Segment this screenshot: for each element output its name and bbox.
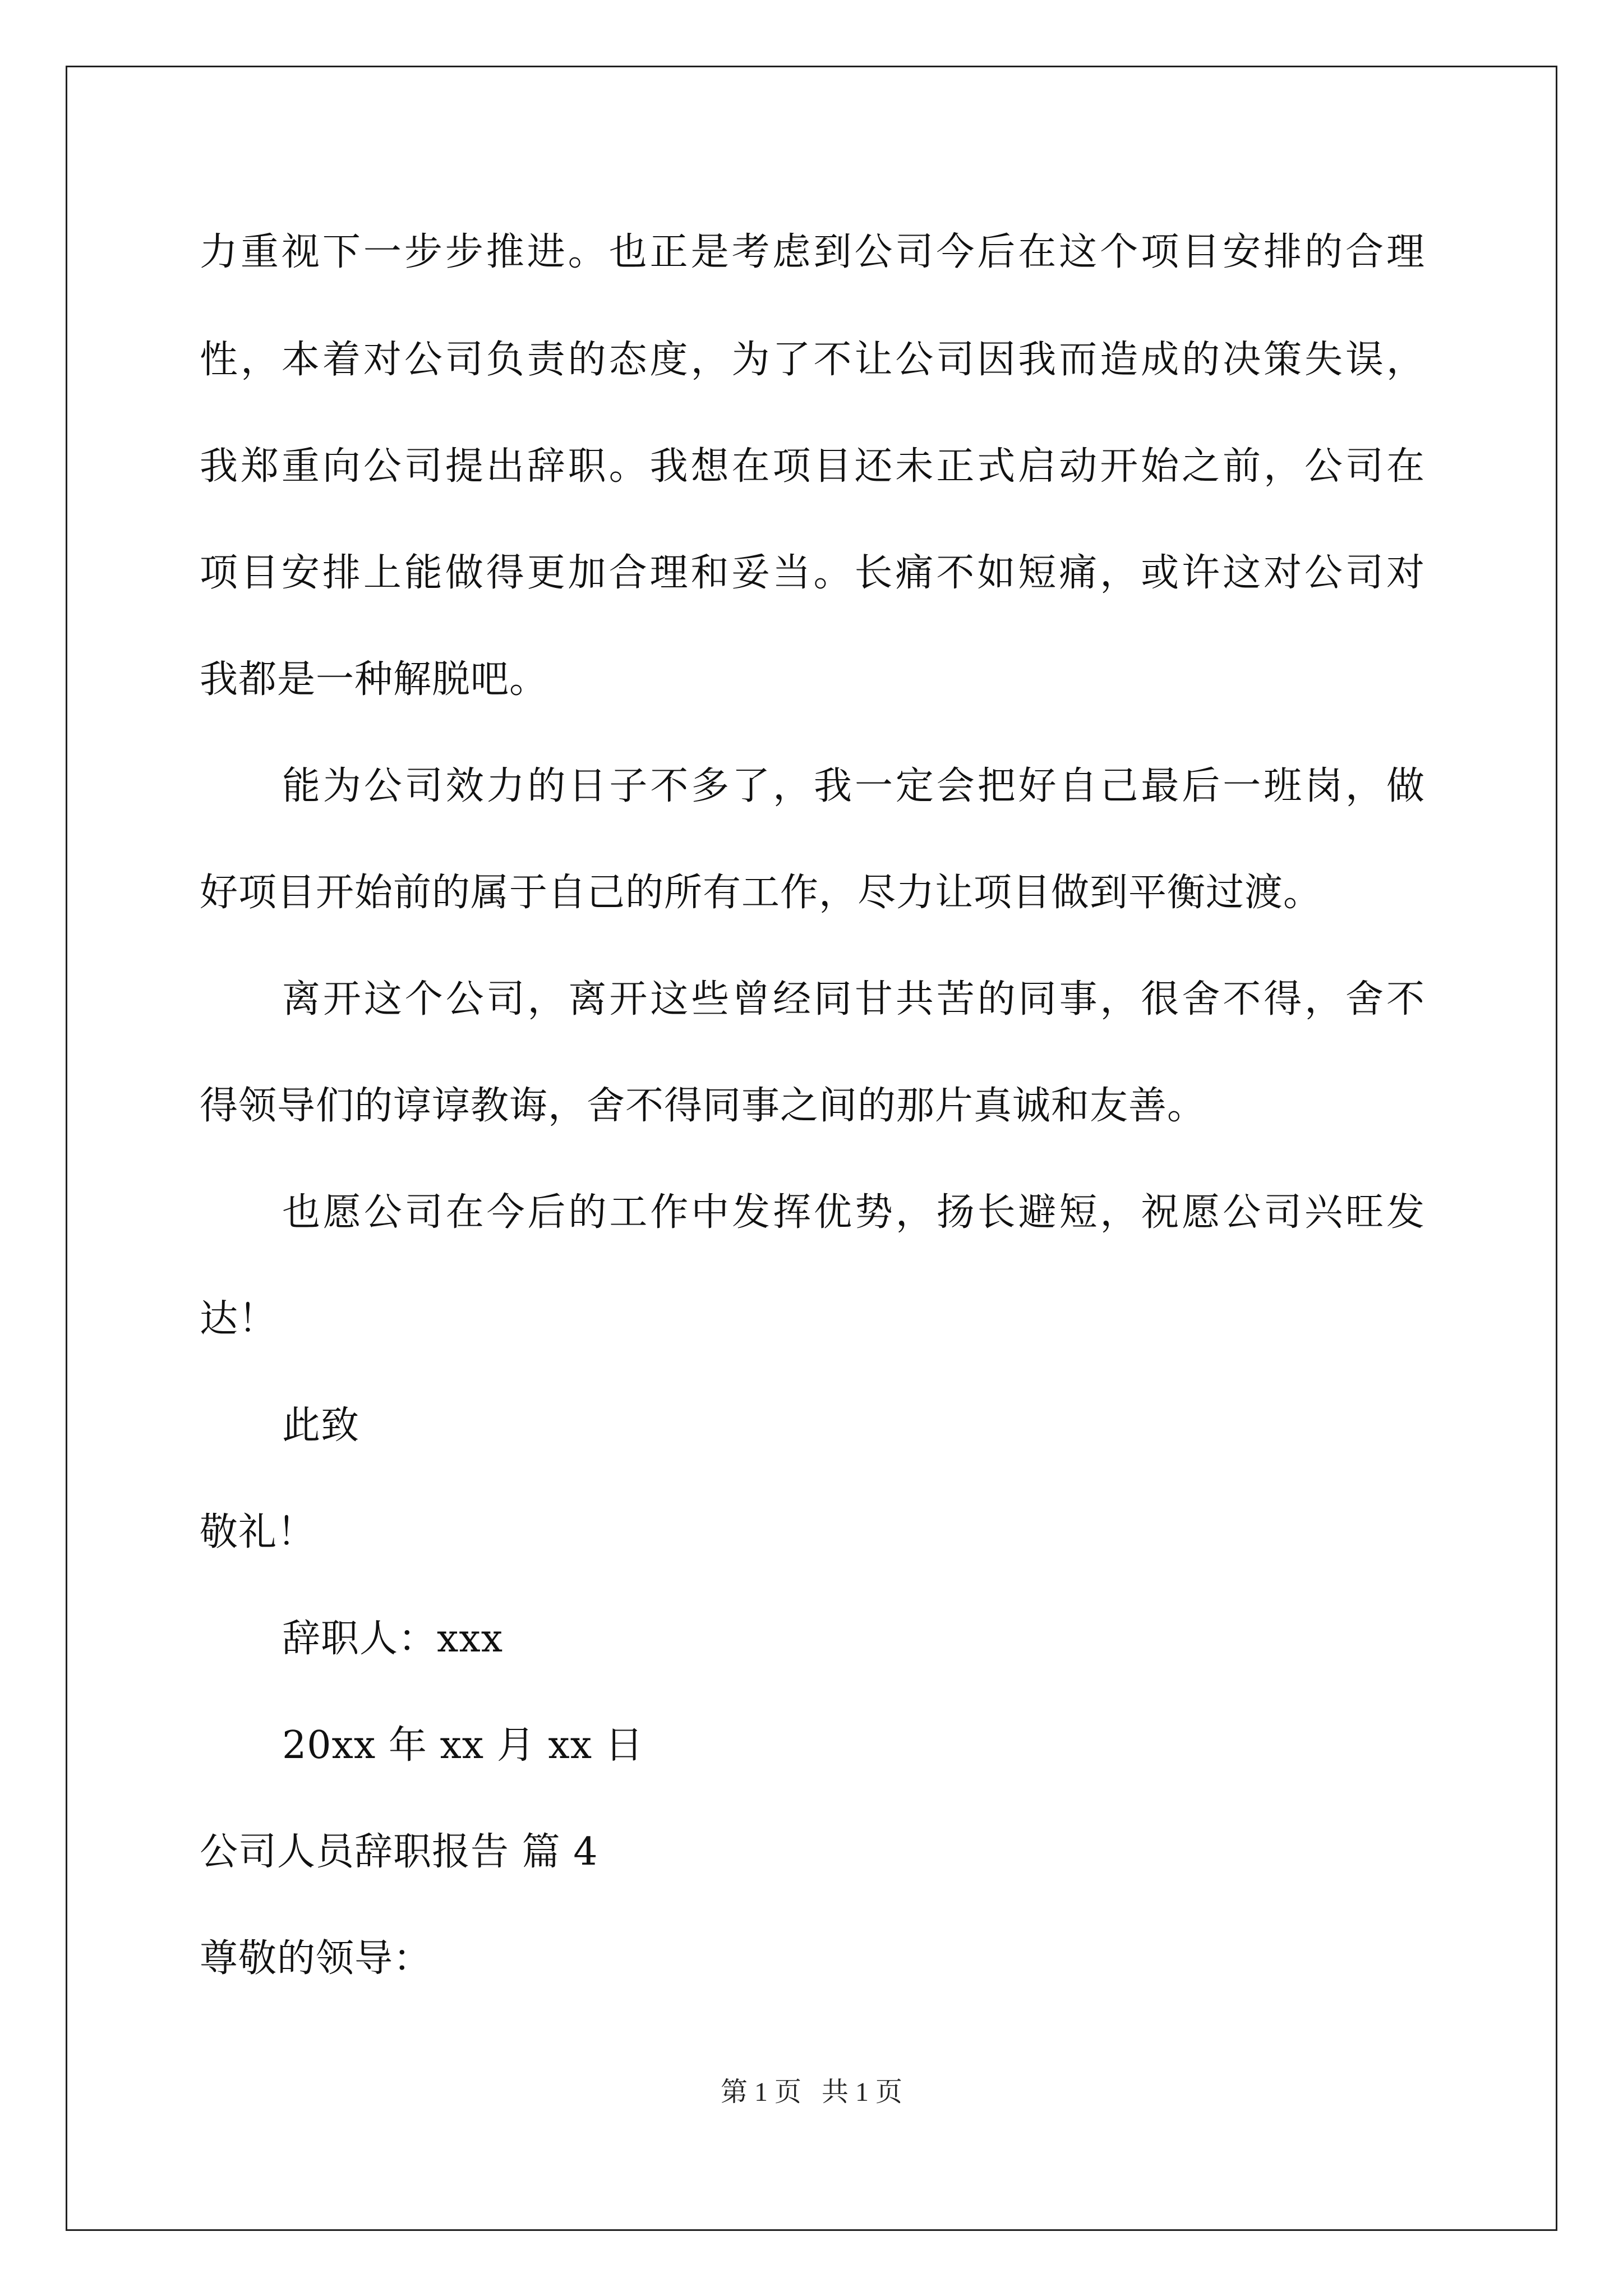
greeting-line: 尊敬的领导： xyxy=(200,1936,432,1981)
page-border xyxy=(66,66,1557,2231)
paragraph-line-8: 离开这个公司，离开这些曾经同甘共苦的同事，很舍不得，舍不 xyxy=(282,977,1425,1022)
signature-line: 辞职人：xxx xyxy=(282,1617,504,1661)
paragraph-line-6: 能为公司效力的日子不多了，我一定会把好自己最后一班岗，做 xyxy=(282,764,1425,808)
paragraph-line-1: 力重视下一步步推进。也正是考虑到公司今后在这个项目安排的合理 xyxy=(200,230,1425,274)
date-line: 20xx 年 xx 月 xx 日 xyxy=(282,1723,644,1768)
closing-regards: 敬礼！ xyxy=(200,1510,316,1554)
paragraph-line-10: 也愿公司在今后的工作中发挥优势，扬长避短，祝愿公司兴旺发 xyxy=(282,1190,1425,1235)
paragraph-line-11: 达！ xyxy=(200,1297,278,1341)
closing-salutation: 此致 xyxy=(282,1404,360,1448)
paragraph-line-7: 好项目开始前的属于自己的所有工作，尽力让项目做到平衡过渡。 xyxy=(200,871,1322,915)
paragraph-line-9: 得领导们的谆谆教诲，舍不得同事之间的那片真诚和友善。 xyxy=(200,1084,1206,1128)
paragraph-line-2: 性，本着对公司负责的态度，为了不让公司因我而造成的决策失误， xyxy=(200,338,1425,382)
section-heading: 公司人员辞职报告 篇 4 xyxy=(200,1830,598,1874)
paragraph-line-5: 我都是一种解脱吧。 xyxy=(200,657,548,702)
page-number-footer: 第 1 页 共 1 页 xyxy=(720,2077,902,2107)
paragraph-line-3: 我郑重向公司提出辞职。我想在项目还未正式启动开始之前，公司在 xyxy=(200,444,1425,489)
paragraph-line-4: 项目安排上能做得更加合理和妥当。长痛不如短痛，或许这对公司对 xyxy=(200,551,1425,595)
